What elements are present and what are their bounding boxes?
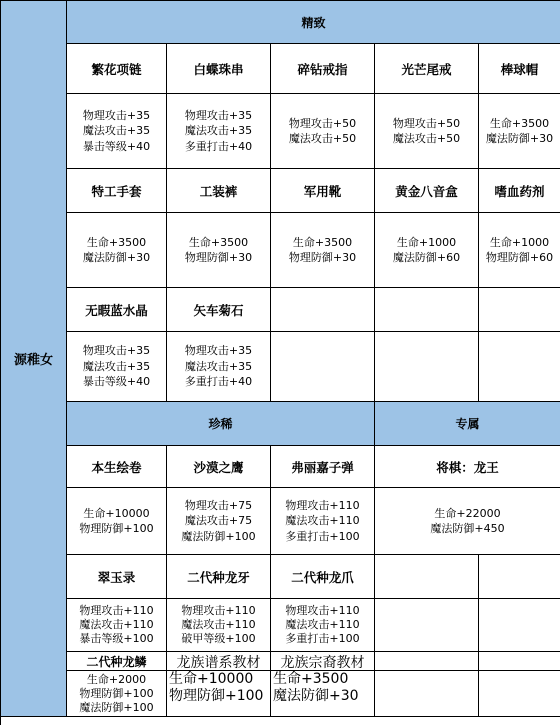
- empty-cell: [479, 555, 560, 599]
- empty-cell: [375, 652, 479, 671]
- item-name-shixue: 嗜血药剂: [479, 169, 560, 213]
- item-name-erdai-ya: 二代种龙牙: [167, 555, 271, 599]
- item-stats-erdai-zhua: 物理攻击+110 魔法攻击+110 多重打击+100: [271, 599, 375, 652]
- empty-cell: [479, 671, 560, 717]
- item-stats-baidie: 物理攻击+35 魔法攻击+35 多重打击+40: [167, 94, 271, 169]
- item-stats-fuli: 物理攻击+110 魔法攻击+110 多重打击+100: [271, 488, 375, 555]
- item-stats-shamo: 物理攻击+75 魔法攻击+75 魔法防御+100: [167, 488, 271, 555]
- item-name-wuxia: 无暇蓝水晶: [67, 288, 167, 332]
- empty-cell: [375, 599, 479, 652]
- item-stats-junyong: 生命+3500 物理防御+30: [271, 213, 375, 288]
- empty-cell: [375, 555, 479, 599]
- empty-cell: [375, 332, 479, 402]
- item-name-huangjin: 黄金八音盒: [375, 169, 479, 213]
- item-stats-gongzhuang: 生命+3500 物理防御+30: [167, 213, 271, 288]
- item-stats-tegong: 生命+3500 魔法防御+30: [67, 213, 167, 288]
- item-name-fanhua: 繁花项链: [67, 44, 167, 94]
- empty-cell: [479, 288, 560, 332]
- empty-cell: [479, 599, 560, 652]
- item-stats-shixue: 生命+1000 物理防御+60: [479, 213, 560, 288]
- section-header-zhenxi: 珍稀: [67, 402, 375, 446]
- item-name-longzu-zong: 龙族宗裔教材: [271, 652, 375, 671]
- item-stats-bangqiu: 生命+3500 魔法防御+30: [479, 94, 560, 169]
- item-stats-longzu-pu: 生命+10000 物理防御+100: [167, 671, 271, 717]
- item-stats-erdai-ya: 物理攻击+110 魔法攻击+110 破甲等级+100: [167, 599, 271, 652]
- item-stats-cuiyu: 物理攻击+110 魔法攻击+110 暴击等级+100: [67, 599, 167, 652]
- empty-cell: [375, 288, 479, 332]
- item-stats-huangjin: 生命+1000 魔法防御+60: [375, 213, 479, 288]
- item-name-erdai-zhua: 二代种龙爪: [271, 555, 375, 599]
- item-name-baidie: 白蝶珠串: [167, 44, 271, 94]
- empty-cell: [479, 332, 560, 402]
- item-name-tegong: 特工手套: [67, 169, 167, 213]
- item-name-cuiyu: 翠玉录: [67, 555, 167, 599]
- item-stats-wuxia: 物理攻击+35 魔法攻击+35 暴击等级+40: [67, 332, 167, 402]
- item-stats-shiche: 物理攻击+35 魔法攻击+35 多重打击+40: [167, 332, 271, 402]
- item-stats-jiangqi: 生命+22000 魔法防御+450: [375, 488, 560, 555]
- empty-cell: [271, 332, 375, 402]
- item-name-junyong: 军用靴: [271, 169, 375, 213]
- item-name-bangqiu: 棒球帽: [479, 44, 560, 94]
- item-name-shamo: 沙漠之鹰: [167, 446, 271, 488]
- section-header-zhuanshu: 专属: [375, 402, 560, 446]
- item-name-fuli: 弗丽嘉子弹: [271, 446, 375, 488]
- item-name-jiangqi: 将棋：龙王: [375, 446, 560, 488]
- item-stats-fanhua: 物理攻击+35 魔法攻击+35 暴击等级+40: [67, 94, 167, 169]
- item-name-guangmang: 光芒尾戒: [375, 44, 479, 94]
- item-name-suizuan: 碎钻戒指: [271, 44, 375, 94]
- item-name-longzu-pu: 龙族谱系教材: [167, 652, 271, 671]
- item-stats-longzu-zong: 生命+3500 魔法防御+30: [271, 671, 375, 717]
- empty-cell: [375, 671, 479, 717]
- item-name-gongzhuang: 工装裤: [167, 169, 271, 213]
- item-name-shiche: 矢车菊石: [167, 288, 271, 332]
- item-stats-suizuan: 物理攻击+50 魔法攻击+50: [271, 94, 375, 169]
- section-header-jingzhi: 精致: [67, 1, 560, 44]
- empty-cell: [271, 288, 375, 332]
- character-name-cell: 源稚女: [1, 1, 67, 717]
- item-name-erdai-lin: 二代种龙鳞: [67, 652, 167, 671]
- item-stats-erdai-lin: 生命+2000 物理防御+100 魔法防御+100: [67, 671, 167, 717]
- empty-cell: [479, 652, 560, 671]
- item-stats-guangmang: 物理攻击+50 魔法攻击+50: [375, 94, 479, 169]
- item-name-bensheng: 本生绘卷: [67, 446, 167, 488]
- item-stats-bensheng: 生命+10000 物理防御+100: [67, 488, 167, 555]
